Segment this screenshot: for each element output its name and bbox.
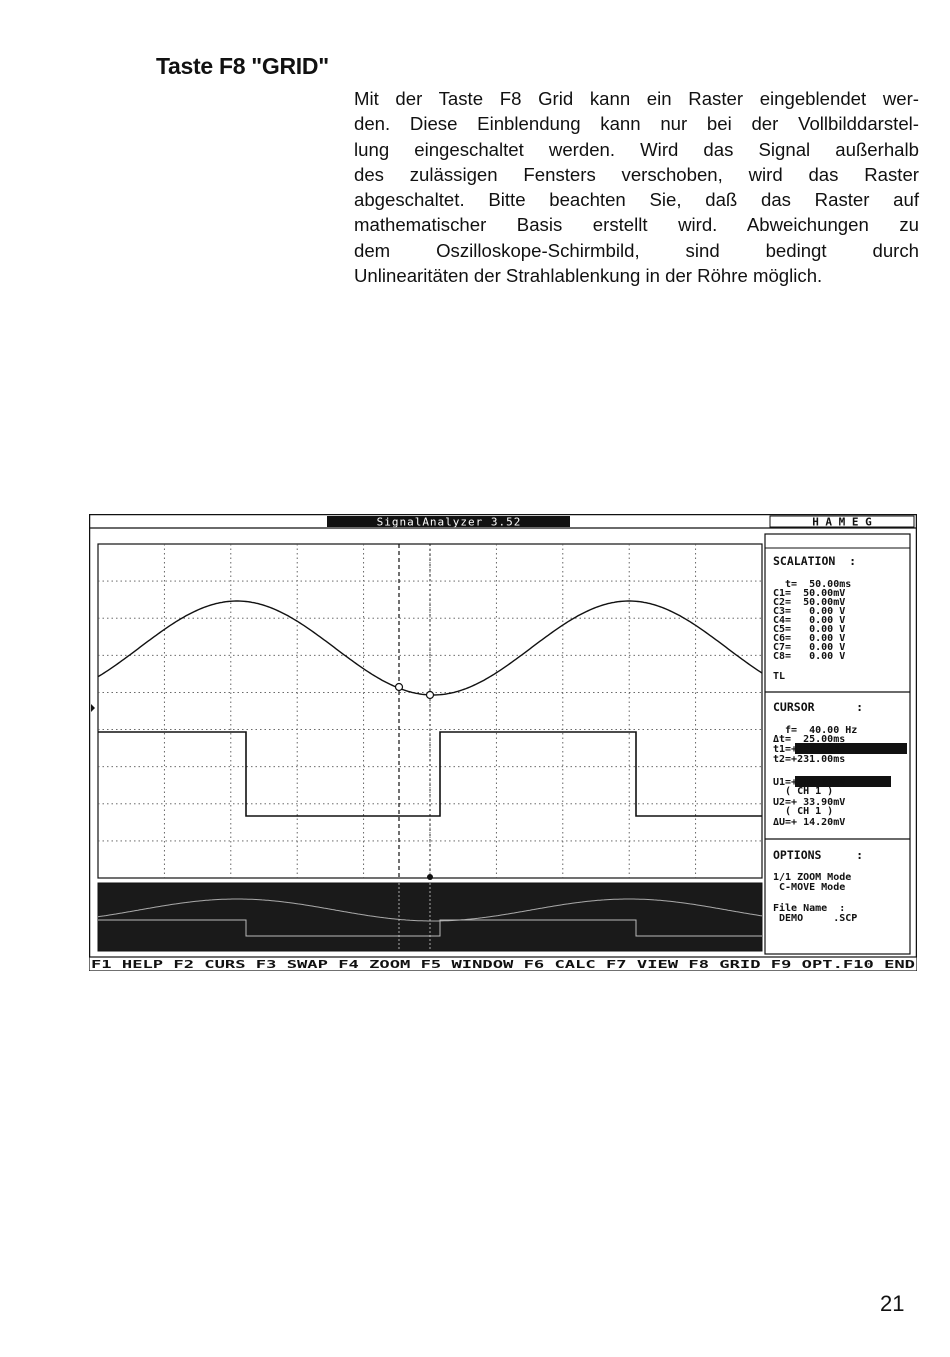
scalation-row: C8= 0.00 V — [773, 651, 846, 662]
info-panel — [765, 534, 910, 954]
signal-analyzer-screenshot — [89, 514, 917, 971]
paragraph-line: Unlinearitäten der Strahlablenkung in der Röhre möglich. — [354, 265, 823, 287]
scalation-row: C5= 0.00 V — [773, 624, 846, 635]
cursor-row: ΔU=+ 14.20mV — [773, 817, 846, 828]
overview-strip — [98, 874, 762, 951]
scalation-row: C4= 0.00 V — [773, 615, 846, 626]
cursor-row: ( CH 1 ) — [773, 786, 834, 797]
cursor-row: U1=+ 19.60mV — [773, 777, 846, 788]
scalation-row: t= 50.00ms — [773, 579, 852, 590]
scalation-row: C7= 0.00 V — [773, 642, 846, 653]
scalation-row: C6= 0.00 V — [773, 633, 846, 644]
cursor-row: t1=+256.00ms — [773, 744, 846, 755]
window-title: SignalAnalyzer 3.52 — [376, 515, 522, 529]
cursor-row: f= 40.00 Hz — [773, 725, 858, 736]
page-number: 21 — [880, 1291, 905, 1316]
options-row: File Name : — [773, 903, 846, 914]
options-row: 1/1 ZOOM Mode — [773, 872, 852, 883]
function-key-bar — [89, 957, 917, 971]
brand-label: H A M E G — [812, 515, 872, 529]
paragraph-line: des zulässigen Fensters verschoben, wird das Raster — [354, 163, 919, 185]
options-row: C-MOVE Mode — [773, 882, 846, 893]
cursor-header: CURSOR : — [773, 700, 864, 714]
paragraph-line: Mit der Taste F8 Grid kann ein Raster eingeblendet wer- — [354, 88, 919, 109]
paragraph-line: mathematischer Basis erstellt wird. Abweichungen zu — [354, 214, 919, 236]
cursor-marker-2 — [427, 692, 434, 699]
cursor-row: U2=+ 33.90mV — [773, 797, 846, 808]
paragraph-line: abgeschaltet. Bitte beachten Sie, daß das Raster auf — [354, 189, 919, 211]
scalation-row: C3= 0.00 V — [773, 606, 846, 617]
paragraph-line: lung eingeschaltet werden. Wird das Signal außerhalb — [354, 138, 919, 160]
function-keys: F1 HELP F2 CURS F3 SWAP F4 ZOOM F5 WINDOW F6 CALC F7 VIEW F8 GRID F9 OPT.F10 END — [91, 958, 916, 971]
paragraph-line: den. Diese Einblendung kann nur bei der Vollbilddarstel- — [354, 113, 919, 135]
scalation-header: SCALATION : — [773, 554, 857, 568]
cursor-row: t2=+231.00ms — [773, 754, 846, 765]
scalation-row: C1= 50.00mV — [773, 588, 846, 599]
options-header: OPTIONS : — [773, 848, 864, 862]
section-heading: Taste F8 "GRID" — [156, 53, 329, 79]
options-row: DEMO .SCP — [773, 913, 858, 924]
body-paragraph — [354, 86, 919, 288]
scalation-row: C2= 50.00mV — [773, 597, 846, 608]
scalation-row: TL — [773, 671, 786, 682]
cursor-row: Δt= 25.00ms — [773, 734, 846, 745]
cursor-marker-1 — [396, 684, 403, 691]
plot-area — [91, 544, 762, 878]
paragraph-line: dem Oszilloskope-Schirmbild, sind bedingt durch — [354, 239, 919, 261]
cursor-row: ( CH 1 ) — [773, 806, 834, 817]
